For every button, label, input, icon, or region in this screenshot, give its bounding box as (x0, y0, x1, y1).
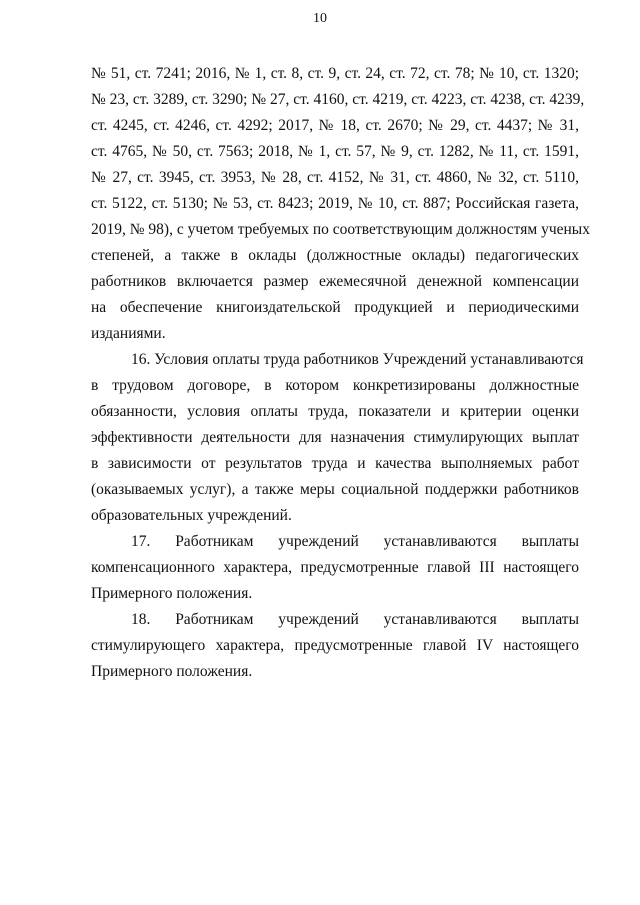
text-line: (оказываемых услуг), а также меры социальной поддержки работников (91, 481, 579, 498)
paragraph-18-first-line: 18. Работникам учреждений устанавливаются выплаты (131, 611, 579, 628)
text-line: Примерного положения. (91, 663, 253, 680)
text-line: в трудовом договоре, в котором конкретизированы должностные (91, 377, 579, 394)
text-line: стимулирующего характера, предусмотренные главой IV настоящего (91, 637, 579, 654)
text-line: образовательных учреждений. (91, 507, 292, 524)
text-line: эффективности деятельности для назначения стимулирующих выплат (91, 429, 579, 446)
text-line: обязанности, условия оплаты труда, показатели и критерии оценки (91, 403, 579, 420)
text-line: № 27, ст. 3945, ст. 3953, № 28, ст. 4152, № 31, ст. 4860, № 32, ст. 5110, (91, 169, 579, 186)
text-line: компенсационного характера, предусмотренные главой III настоящего (91, 559, 579, 576)
text-line: степеней, а также в оклады (должностные оклады) педагогических (91, 247, 579, 264)
text-line: в зависимости от результатов труда и качества выполняемых работ (91, 455, 579, 472)
text-line: 2019, № 98), с учетом требуемых по соответствующим должностям ученых (91, 221, 590, 238)
text-line: № 23, ст. 3289, ст. 3290; № 27, ст. 4160, ст. 4219, ст. 4223, ст. 4238, ст. 4239, (91, 91, 585, 108)
text-line: Примерного положения. (91, 585, 253, 602)
text-line: изданиями. (91, 325, 166, 342)
text-line: ст. 4765, № 50, ст. 7563; 2018, № 1, ст. 57, № 9, ст. 1282, № 11, ст. 1591, (91, 143, 579, 160)
text-line: ст. 4245, ст. 4246, ст. 4292; 2017, № 18, ст. 2670; № 29, ст. 4437; № 31, (91, 117, 579, 134)
paragraph-17-first-line: 17. Работникам учреждений устанавливаются выплаты (131, 533, 579, 550)
text-line: № 51, ст. 7241; 2016, № 1, ст. 8, ст. 9, ст. 24, ст. 72, ст. 78; № 10, ст. 1320; (91, 65, 579, 82)
text-line: на обеспечение книгоиздательской продукцией и периодическими (91, 299, 579, 316)
text-line: работников включается размер ежемесячной денежной компенсации (91, 273, 579, 290)
paragraph-16-first-line: 16. Условия оплаты труда работников Учреждений устанавливаются (131, 351, 584, 368)
text-line: ст. 5122, ст. 5130; № 53, ст. 8423; 2019, № 10, ст. 887; Российская газета, (91, 195, 579, 212)
page-number: 10 (313, 11, 327, 26)
